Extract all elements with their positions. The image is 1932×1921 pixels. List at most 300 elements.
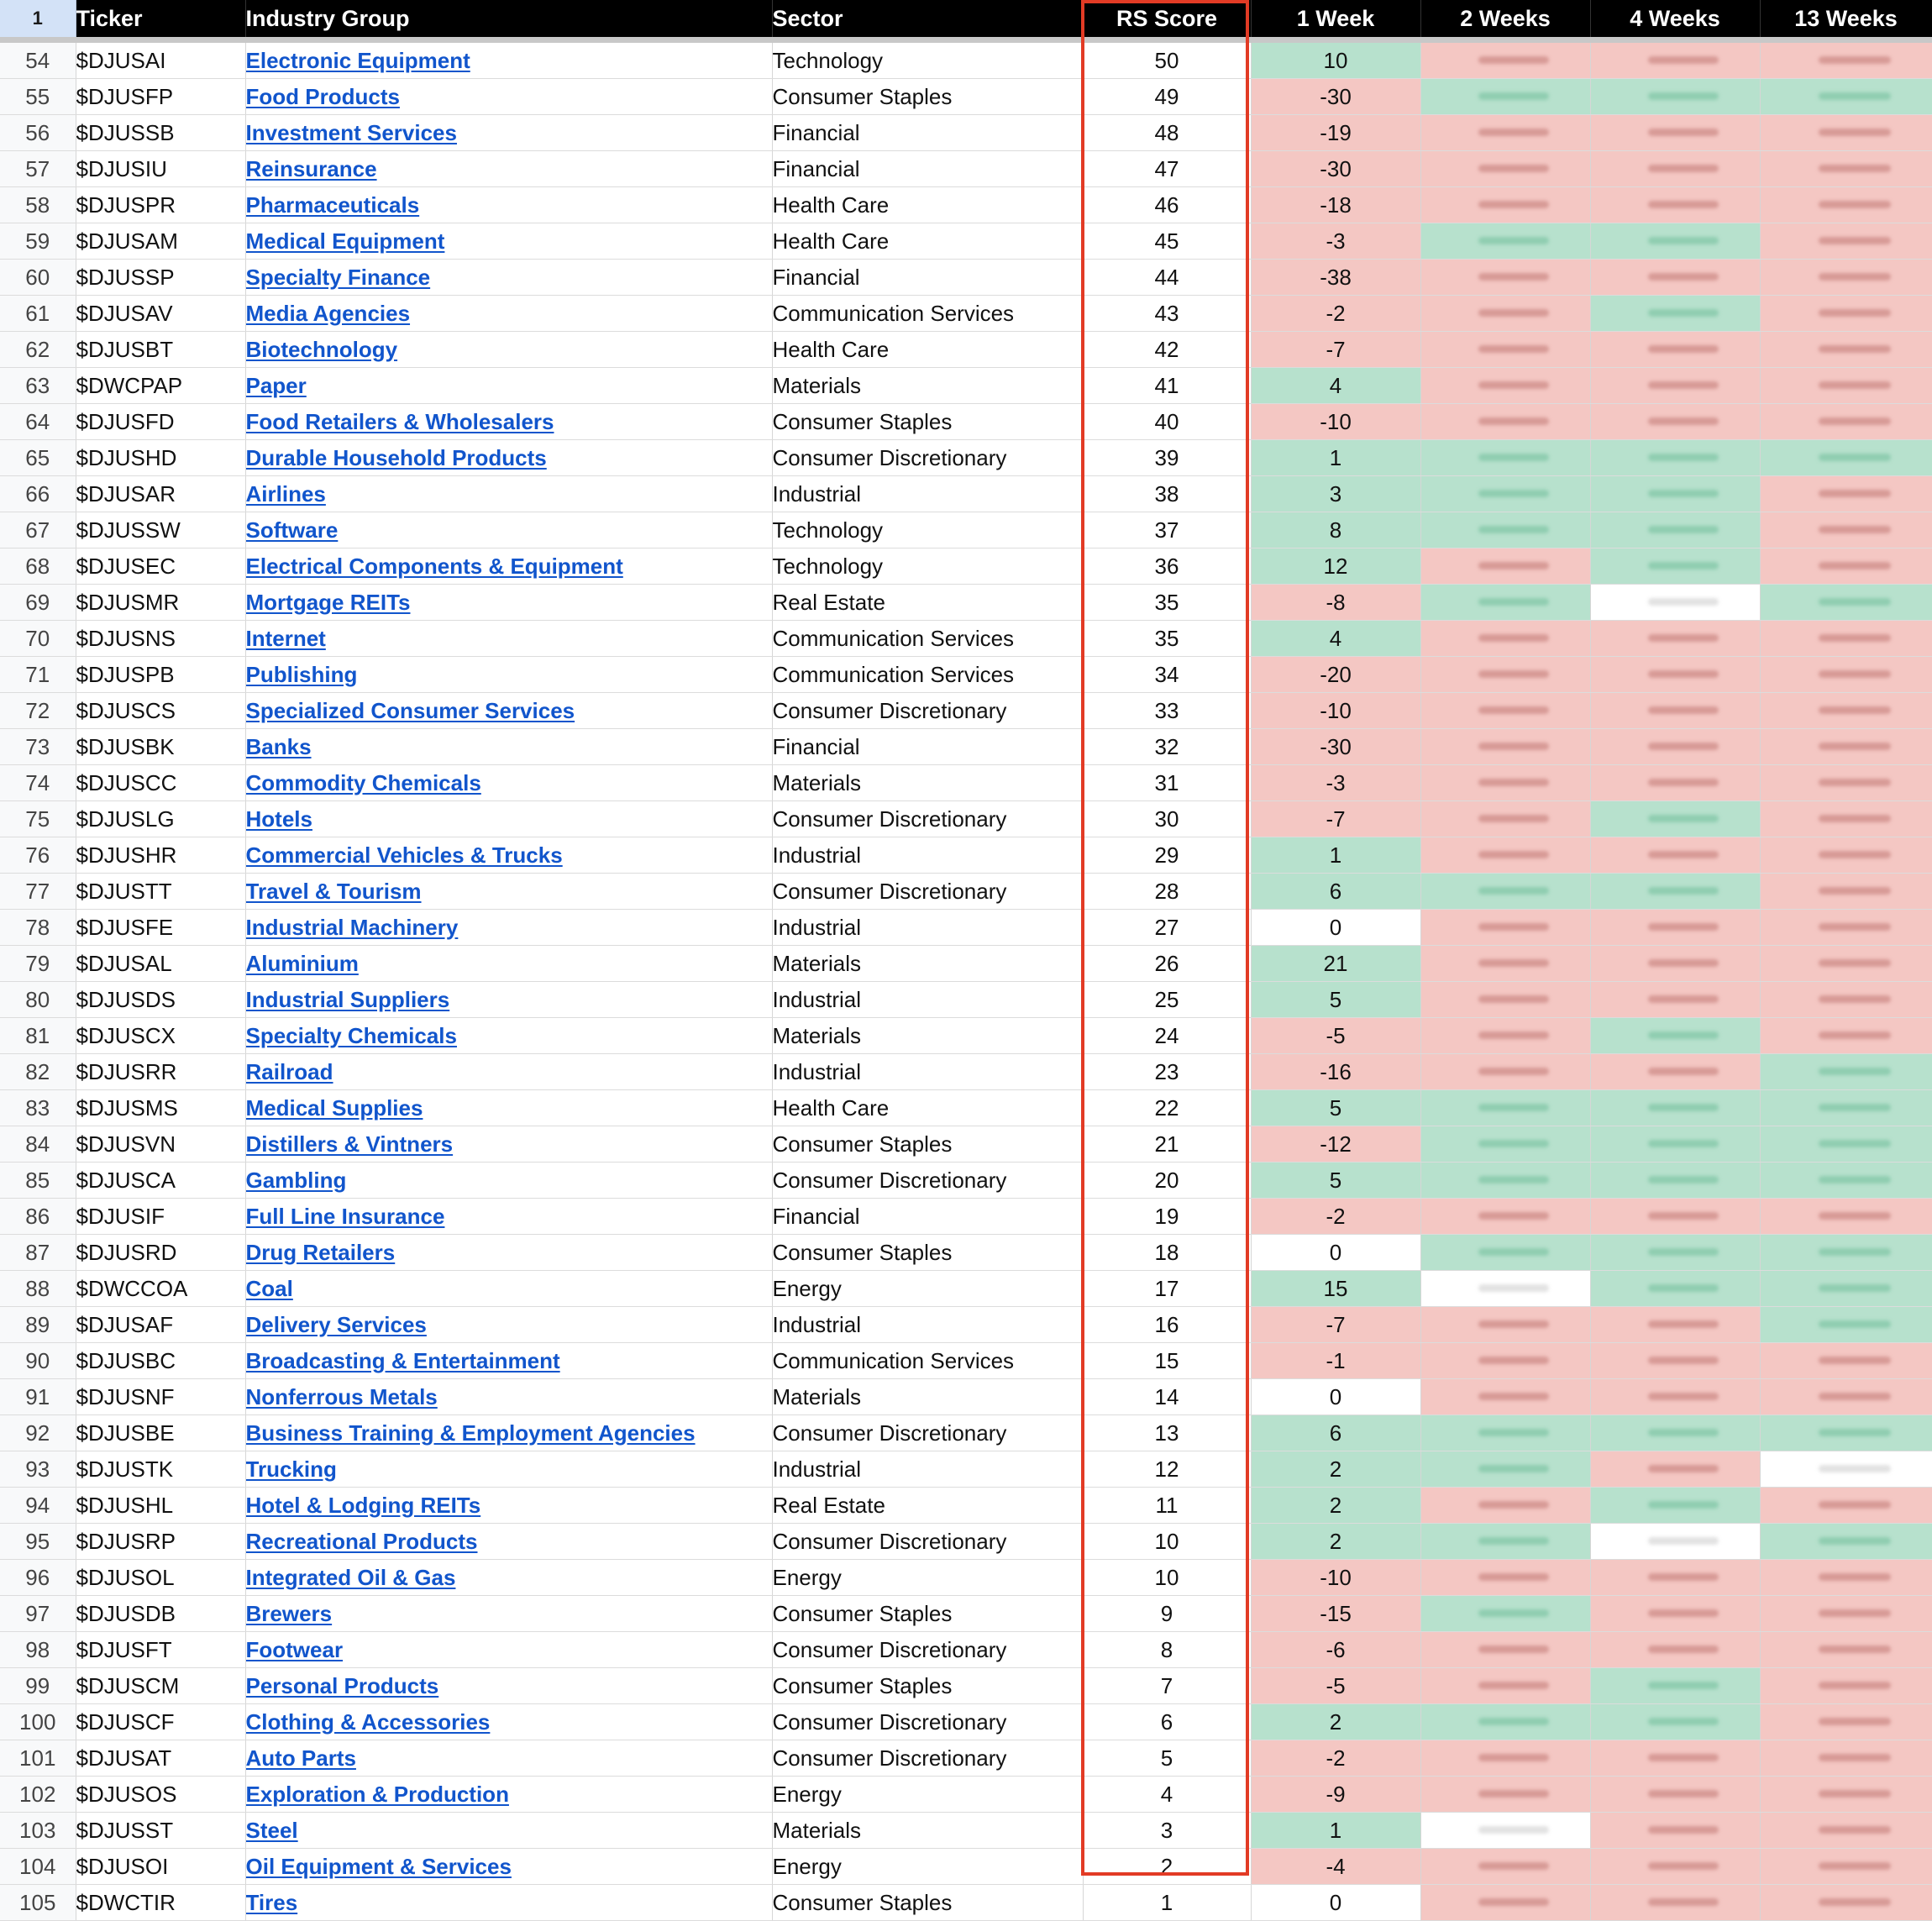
ticker-cell[interactable]: $DJUSAT [76,1740,245,1777]
two-weeks-blurred-cell[interactable] [1420,115,1590,151]
four-weeks-blurred-cell[interactable] [1590,729,1760,765]
industry-group-link[interactable]: Exploration & Production [245,1781,509,1807]
industry-group-cell[interactable] [245,368,772,404]
rs-score-cell[interactable]: 27 [1083,910,1251,946]
thirteen-weeks-column-header[interactable]: 13 Weeks [1760,0,1932,40]
ticker-cell[interactable]: $DJUSPR [76,187,245,223]
four-weeks-blurred-cell[interactable] [1590,1271,1760,1307]
row-number[interactable]: 91 [0,1379,76,1415]
rs-score-cell[interactable]: 3 [1083,1813,1251,1849]
four-weeks-blurred-cell[interactable] [1590,1777,1760,1813]
industry-group-link[interactable]: Airlines [245,480,326,506]
one-week-change-cell[interactable]: -16 [1251,1054,1420,1090]
industry-group-link[interactable]: Nonferrous Metals [245,1383,438,1409]
industry-group-cell[interactable] [245,874,772,910]
thirteen-weeks-blurred-cell[interactable] [1760,1885,1932,1921]
one-week-change-cell[interactable]: -7 [1251,332,1420,368]
rs-score-cell[interactable]: 35 [1083,621,1251,657]
thirteen-weeks-blurred-cell[interactable] [1760,946,1932,982]
industry-group-cell[interactable] [245,1596,772,1632]
ticker-cell[interactable]: $DJUSSW [76,512,245,548]
two-weeks-blurred-cell[interactable] [1420,621,1590,657]
ticker-cell[interactable]: $DJUSCF [76,1704,245,1740]
sector-cell[interactable]: Technology [772,512,1083,548]
rs-score-cell[interactable]: 13 [1083,1415,1251,1451]
sector-column-header[interactable]: Sector [772,0,1083,40]
thirteen-weeks-blurred-cell[interactable] [1760,1668,1932,1704]
two-weeks-blurred-cell[interactable] [1420,837,1590,874]
thirteen-weeks-blurred-cell[interactable] [1760,765,1932,801]
one-week-change-cell[interactable]: 1 [1251,837,1420,874]
one-week-change-cell[interactable]: 4 [1251,368,1420,404]
two-weeks-blurred-cell[interactable] [1420,1235,1590,1271]
ticker-cell[interactable]: $DJUSAM [76,223,245,260]
industry-group-cell[interactable] [245,1307,772,1343]
two-weeks-blurred-cell[interactable] [1420,585,1590,621]
two-weeks-blurred-cell[interactable] [1420,693,1590,729]
thirteen-weeks-blurred-cell[interactable] [1760,874,1932,910]
sector-cell[interactable]: Industrial [772,1451,1083,1488]
rs-score-cell[interactable]: 17 [1083,1271,1251,1307]
one-week-change-cell[interactable]: -5 [1251,1668,1420,1704]
two-weeks-blurred-cell[interactable] [1420,946,1590,982]
ticker-cell[interactable]: $DJUSFT [76,1632,245,1668]
one-week-change-cell[interactable]: 21 [1251,946,1420,982]
row-number[interactable]: 88 [0,1271,76,1307]
thirteen-weeks-blurred-cell[interactable] [1760,404,1932,440]
thirteen-weeks-blurred-cell[interactable] [1760,79,1932,115]
row-number[interactable]: 73 [0,729,76,765]
rs-score-cell[interactable]: 2 [1083,1849,1251,1885]
row-number-header[interactable]: 1 [0,0,76,40]
thirteen-weeks-blurred-cell[interactable] [1760,1018,1932,1054]
rs-score-cell[interactable]: 1 [1083,1885,1251,1921]
thirteen-weeks-blurred-cell[interactable] [1760,1271,1932,1307]
row-number[interactable]: 64 [0,404,76,440]
sector-cell[interactable]: Consumer Discretionary [772,801,1083,837]
industry-group-link[interactable]: Full Line Insurance [245,1203,445,1229]
sector-cell[interactable]: Consumer Staples [772,79,1083,115]
ticker-cell[interactable]: $DJUSBE [76,1415,245,1451]
ticker-cell[interactable]: $DJUSBC [76,1343,245,1379]
sector-cell[interactable]: Industrial [772,837,1083,874]
sector-cell[interactable]: Health Care [772,223,1083,260]
two-weeks-blurred-cell[interactable] [1420,729,1590,765]
sector-cell[interactable]: Materials [772,1379,1083,1415]
two-weeks-blurred-cell[interactable] [1420,874,1590,910]
sector-cell[interactable]: Financial [772,115,1083,151]
sector-cell[interactable]: Consumer Discretionary [772,693,1083,729]
industry-group-cell[interactable] [245,40,772,79]
one-week-change-cell[interactable]: -6 [1251,1632,1420,1668]
thirteen-weeks-blurred-cell[interactable] [1760,1560,1932,1596]
one-week-change-cell[interactable]: -30 [1251,729,1420,765]
one-week-change-cell[interactable]: 2 [1251,1451,1420,1488]
four-weeks-column-header[interactable]: 4 Weeks [1590,0,1760,40]
ticker-cell[interactable]: $DJUSRP [76,1524,245,1560]
row-number[interactable]: 97 [0,1596,76,1632]
industry-group-cell[interactable] [245,1235,772,1271]
two-weeks-blurred-cell[interactable] [1420,512,1590,548]
sector-cell[interactable]: Materials [772,368,1083,404]
sector-cell[interactable]: Industrial [772,1054,1083,1090]
ticker-cell[interactable]: $DJUSOI [76,1849,245,1885]
industry-group-cell[interactable] [245,79,772,115]
row-number[interactable]: 62 [0,332,76,368]
two-weeks-blurred-cell[interactable] [1420,151,1590,187]
one-week-change-cell[interactable]: 0 [1251,1235,1420,1271]
ticker-cell[interactable]: $DJUSCS [76,693,245,729]
rs-score-cell[interactable]: 14 [1083,1379,1251,1415]
row-number[interactable]: 77 [0,874,76,910]
row-number[interactable]: 63 [0,368,76,404]
rs-score-cell[interactable]: 22 [1083,1090,1251,1126]
one-week-change-cell[interactable]: 2 [1251,1704,1420,1740]
rs-score-cell[interactable]: 40 [1083,404,1251,440]
two-weeks-blurred-cell[interactable] [1420,404,1590,440]
row-number[interactable]: 99 [0,1668,76,1704]
row-number[interactable]: 104 [0,1849,76,1885]
four-weeks-blurred-cell[interactable] [1590,1379,1760,1415]
ticker-cell[interactable]: $DJUSAL [76,946,245,982]
industry-group-link[interactable]: Commercial Vehicles & Trucks [245,842,563,868]
sector-cell[interactable]: Communication Services [772,621,1083,657]
industry-group-link[interactable]: Delivery Services [245,1311,427,1337]
thirteen-weeks-blurred-cell[interactable] [1760,1704,1932,1740]
thirteen-weeks-blurred-cell[interactable] [1760,1379,1932,1415]
rs-score-cell[interactable]: 42 [1083,332,1251,368]
four-weeks-blurred-cell[interactable] [1590,1740,1760,1777]
industry-group-cell[interactable] [245,1199,772,1235]
industry-group-cell[interactable] [245,1415,772,1451]
two-weeks-blurred-cell[interactable] [1420,982,1590,1018]
row-number[interactable]: 98 [0,1632,76,1668]
one-week-change-cell[interactable]: 10 [1251,40,1420,79]
industry-group-cell[interactable] [245,115,772,151]
industry-group-cell[interactable] [245,1885,772,1921]
row-number[interactable]: 96 [0,1560,76,1596]
rs-score-cell[interactable]: 15 [1083,1343,1251,1379]
ticker-cell[interactable]: $DJUSBT [76,332,245,368]
industry-group-link[interactable]: Medical Equipment [245,228,445,254]
row-number[interactable]: 75 [0,801,76,837]
row-number[interactable]: 66 [0,476,76,512]
one-week-change-cell[interactable]: -2 [1251,1199,1420,1235]
four-weeks-blurred-cell[interactable] [1590,1885,1760,1921]
two-weeks-blurred-cell[interactable] [1420,1632,1590,1668]
industry-group-link[interactable]: Recreational Products [245,1528,478,1554]
one-week-change-cell[interactable]: -2 [1251,1740,1420,1777]
industry-group-cell[interactable] [245,1668,772,1704]
industry-group-link[interactable]: Food Products [245,83,400,109]
rs-score-cell[interactable]: 41 [1083,368,1251,404]
industry-group-link[interactable]: Integrated Oil & Gas [245,1564,456,1590]
sector-cell[interactable]: Energy [772,1777,1083,1813]
sector-cell[interactable]: Consumer Discretionary [772,874,1083,910]
industry-group-cell[interactable] [245,1777,772,1813]
ticker-cell[interactable]: $DJUSBK [76,729,245,765]
rs-score-cell[interactable]: 43 [1083,296,1251,332]
ticker-cell[interactable]: $DWCCOA [76,1271,245,1307]
row-number[interactable]: 55 [0,79,76,115]
thirteen-weeks-blurred-cell[interactable] [1760,621,1932,657]
industry-group-link[interactable]: Railroad [245,1058,333,1084]
ticker-cell[interactable]: $DJUSPB [76,657,245,693]
row-number[interactable]: 59 [0,223,76,260]
industry-group-link[interactable]: Pharmaceuticals [245,192,420,218]
industry-group-link[interactable]: Hotels [245,806,312,832]
one-week-change-cell[interactable]: -10 [1251,404,1420,440]
one-week-change-cell[interactable]: -10 [1251,693,1420,729]
four-weeks-blurred-cell[interactable] [1590,260,1760,296]
ticker-cell[interactable]: $DJUSOL [76,1560,245,1596]
ticker-cell[interactable]: $DJUSVN [76,1126,245,1163]
row-number[interactable]: 65 [0,440,76,476]
two-weeks-blurred-cell[interactable] [1420,1415,1590,1451]
rs-score-cell[interactable]: 20 [1083,1163,1251,1199]
rs-score-cell[interactable]: 7 [1083,1668,1251,1704]
two-weeks-blurred-cell[interactable] [1420,910,1590,946]
ticker-cell[interactable]: $DJUSMR [76,585,245,621]
ticker-cell[interactable]: $DJUSHL [76,1488,245,1524]
sector-cell[interactable]: Consumer Discretionary [772,440,1083,476]
row-number[interactable]: 71 [0,657,76,693]
industry-group-link[interactable]: Reinsurance [245,155,377,181]
four-weeks-blurred-cell[interactable] [1590,837,1760,874]
four-weeks-blurred-cell[interactable] [1590,621,1760,657]
industry-group-link[interactable]: Hotel & Lodging REITs [245,1492,481,1518]
two-weeks-blurred-cell[interactable] [1420,1054,1590,1090]
rs-score-cell[interactable]: 30 [1083,801,1251,837]
thirteen-weeks-blurred-cell[interactable] [1760,1163,1932,1199]
row-number[interactable]: 100 [0,1704,76,1740]
rs-score-cell[interactable]: 10 [1083,1524,1251,1560]
ticker-cell[interactable]: $DJUSRR [76,1054,245,1090]
industry-group-cell[interactable] [245,223,772,260]
sector-cell[interactable]: Materials [772,946,1083,982]
one-week-change-cell[interactable]: 15 [1251,1271,1420,1307]
industry-group-link[interactable]: Food Retailers & Wholesalers [245,408,554,434]
two-weeks-blurred-cell[interactable] [1420,1307,1590,1343]
sector-cell[interactable]: Technology [772,40,1083,79]
four-weeks-blurred-cell[interactable] [1590,874,1760,910]
row-number[interactable]: 90 [0,1343,76,1379]
sector-cell[interactable]: Consumer Discretionary [772,1704,1083,1740]
industry-group-link[interactable]: Software [245,517,339,543]
thirteen-weeks-blurred-cell[interactable] [1760,223,1932,260]
four-weeks-blurred-cell[interactable] [1590,1199,1760,1235]
rs-score-cell[interactable]: 44 [1083,260,1251,296]
industry-group-link[interactable]: Investment Services [245,119,457,145]
two-weeks-blurred-cell[interactable] [1420,1560,1590,1596]
industry-group-link[interactable]: Electrical Components & Equipment [245,553,623,579]
rs-score-cell[interactable]: 16 [1083,1307,1251,1343]
row-number[interactable]: 54 [0,40,76,79]
two-weeks-blurred-cell[interactable] [1420,657,1590,693]
four-weeks-blurred-cell[interactable] [1590,1054,1760,1090]
two-weeks-blurred-cell[interactable] [1420,1126,1590,1163]
industry-group-cell[interactable] [245,1379,772,1415]
four-weeks-blurred-cell[interactable] [1590,1126,1760,1163]
sector-cell[interactable]: Financial [772,151,1083,187]
rs-score-cell[interactable]: 8 [1083,1632,1251,1668]
thirteen-weeks-blurred-cell[interactable] [1760,1632,1932,1668]
four-weeks-blurred-cell[interactable] [1590,151,1760,187]
four-weeks-blurred-cell[interactable] [1590,187,1760,223]
industry-group-cell[interactable] [245,1488,772,1524]
ticker-cell[interactable]: $DJUSCX [76,1018,245,1054]
sector-cell[interactable]: Consumer Discretionary [772,1524,1083,1560]
industry-group-link[interactable]: Broadcasting & Entertainment [245,1347,560,1373]
rs-score-cell[interactable]: 45 [1083,223,1251,260]
thirteen-weeks-blurred-cell[interactable] [1760,729,1932,765]
ticker-cell[interactable]: $DJUSFD [76,404,245,440]
thirteen-weeks-blurred-cell[interactable] [1760,1488,1932,1524]
two-weeks-blurred-cell[interactable] [1420,1199,1590,1235]
thirteen-weeks-blurred-cell[interactable] [1760,296,1932,332]
one-week-change-cell[interactable]: -19 [1251,115,1420,151]
row-number[interactable]: 68 [0,548,76,585]
row-number[interactable]: 78 [0,910,76,946]
rs-score-cell[interactable]: 4 [1083,1777,1251,1813]
industry-group-cell[interactable] [245,946,772,982]
two-weeks-blurred-cell[interactable] [1420,1704,1590,1740]
two-weeks-blurred-cell[interactable] [1420,1524,1590,1560]
four-weeks-blurred-cell[interactable] [1590,982,1760,1018]
rs-score-cell[interactable]: 35 [1083,585,1251,621]
one-week-change-cell[interactable]: -30 [1251,151,1420,187]
two-weeks-blurred-cell[interactable] [1420,765,1590,801]
ticker-cell[interactable]: $DJUSLG [76,801,245,837]
sector-cell[interactable]: Energy [772,1271,1083,1307]
ticker-cell[interactable]: $DJUSSP [76,260,245,296]
industry-group-cell[interactable] [245,440,772,476]
one-week-change-cell[interactable]: 0 [1251,1379,1420,1415]
ticker-cell[interactable]: $DJUSCM [76,1668,245,1704]
sector-cell[interactable]: Financial [772,1199,1083,1235]
industry-group-link[interactable]: Coal [245,1275,293,1301]
rs-score-cell[interactable]: 25 [1083,982,1251,1018]
thirteen-weeks-blurred-cell[interactable] [1760,1740,1932,1777]
industry-group-link[interactable]: Distillers & Vintners [245,1131,454,1157]
ticker-cell[interactable]: $DJUSEC [76,548,245,585]
row-number[interactable]: 92 [0,1415,76,1451]
one-week-change-cell[interactable]: 2 [1251,1488,1420,1524]
thirteen-weeks-blurred-cell[interactable] [1760,476,1932,512]
two-weeks-blurred-cell[interactable] [1420,1596,1590,1632]
sector-cell[interactable]: Real Estate [772,585,1083,621]
two-weeks-blurred-cell[interactable] [1420,296,1590,332]
rs-score-cell[interactable]: 32 [1083,729,1251,765]
four-weeks-blurred-cell[interactable] [1590,296,1760,332]
sector-cell[interactable]: Financial [772,260,1083,296]
sector-cell[interactable]: Energy [772,1560,1083,1596]
four-weeks-blurred-cell[interactable] [1590,404,1760,440]
ticker-cell[interactable]: $DJUSTT [76,874,245,910]
row-number[interactable]: 105 [0,1885,76,1921]
ticker-cell[interactable]: $DJUSDB [76,1596,245,1632]
one-week-change-cell[interactable]: -18 [1251,187,1420,223]
industry-group-cell[interactable] [245,1018,772,1054]
industry-group-cell[interactable] [245,332,772,368]
four-weeks-blurred-cell[interactable] [1590,946,1760,982]
industry-group-link[interactable]: Industrial Suppliers [245,986,450,1012]
one-week-change-cell[interactable]: 0 [1251,1885,1420,1921]
ticker-cell[interactable]: $DJUSST [76,1813,245,1849]
four-weeks-blurred-cell[interactable] [1590,1343,1760,1379]
rs-score-cell[interactable]: 37 [1083,512,1251,548]
four-weeks-blurred-cell[interactable] [1590,765,1760,801]
row-number[interactable]: 58 [0,187,76,223]
row-number[interactable]: 101 [0,1740,76,1777]
industry-group-link[interactable]: Media Agencies [245,300,411,326]
two-weeks-blurred-cell[interactable] [1420,1885,1590,1921]
industry-group-cell[interactable] [245,1343,772,1379]
two-weeks-blurred-cell[interactable] [1420,1740,1590,1777]
one-week-change-cell[interactable]: 4 [1251,621,1420,657]
industry-group-cell[interactable] [245,1524,772,1560]
sector-cell[interactable]: Communication Services [772,657,1083,693]
rs-score-cell[interactable]: 19 [1083,1199,1251,1235]
rs-score-cell[interactable]: 49 [1083,79,1251,115]
four-weeks-blurred-cell[interactable] [1590,693,1760,729]
two-weeks-blurred-cell[interactable] [1420,1668,1590,1704]
ticker-cell[interactable]: $DJUSMS [76,1090,245,1126]
one-week-change-cell[interactable]: -3 [1251,223,1420,260]
industry-group-link[interactable]: Brewers [245,1600,333,1626]
two-weeks-blurred-cell[interactable] [1420,1090,1590,1126]
thirteen-weeks-blurred-cell[interactable] [1760,1343,1932,1379]
industry-group-link[interactable]: Drug Retailers [245,1239,396,1265]
four-weeks-blurred-cell[interactable] [1590,476,1760,512]
industry-group-cell[interactable] [245,1632,772,1668]
industry-group-cell[interactable] [245,837,772,874]
rs-score-column-header[interactable]: RS Score [1083,0,1251,40]
industry-group-cell[interactable] [245,1704,772,1740]
four-weeks-blurred-cell[interactable] [1590,585,1760,621]
industry-group-cell[interactable] [245,1813,772,1849]
thirteen-weeks-blurred-cell[interactable] [1760,1090,1932,1126]
thirteen-weeks-blurred-cell[interactable] [1760,693,1932,729]
sector-cell[interactable]: Real Estate [772,1488,1083,1524]
one-week-change-cell[interactable]: 5 [1251,1163,1420,1199]
row-number[interactable]: 86 [0,1199,76,1235]
industry-group-link[interactable]: Internet [245,625,326,651]
ticker-cell[interactable]: $DJUSAI [76,40,245,79]
industry-group-cell[interactable] [245,621,772,657]
four-weeks-blurred-cell[interactable] [1590,910,1760,946]
industry-group-link[interactable]: Banks [245,733,312,759]
thirteen-weeks-blurred-cell[interactable] [1760,40,1932,79]
rs-score-cell[interactable]: 23 [1083,1054,1251,1090]
two-weeks-blurred-cell[interactable] [1420,1163,1590,1199]
four-weeks-blurred-cell[interactable] [1590,1813,1760,1849]
four-weeks-blurred-cell[interactable] [1590,79,1760,115]
ticker-cell[interactable]: $DJUSHD [76,440,245,476]
two-weeks-blurred-cell[interactable] [1420,1343,1590,1379]
ticker-cell[interactable]: $DJUSAV [76,296,245,332]
industry-group-link[interactable]: Aluminium [245,950,359,976]
two-weeks-blurred-cell[interactable] [1420,260,1590,296]
two-weeks-blurred-cell[interactable] [1420,1271,1590,1307]
row-number[interactable]: 82 [0,1054,76,1090]
two-weeks-blurred-cell[interactable] [1420,223,1590,260]
two-weeks-blurred-cell[interactable] [1420,79,1590,115]
row-number[interactable]: 74 [0,765,76,801]
sector-cell[interactable]: Materials [772,1813,1083,1849]
industry-group-link[interactable]: Biotechnology [245,336,398,362]
four-weeks-blurred-cell[interactable] [1590,1235,1760,1271]
